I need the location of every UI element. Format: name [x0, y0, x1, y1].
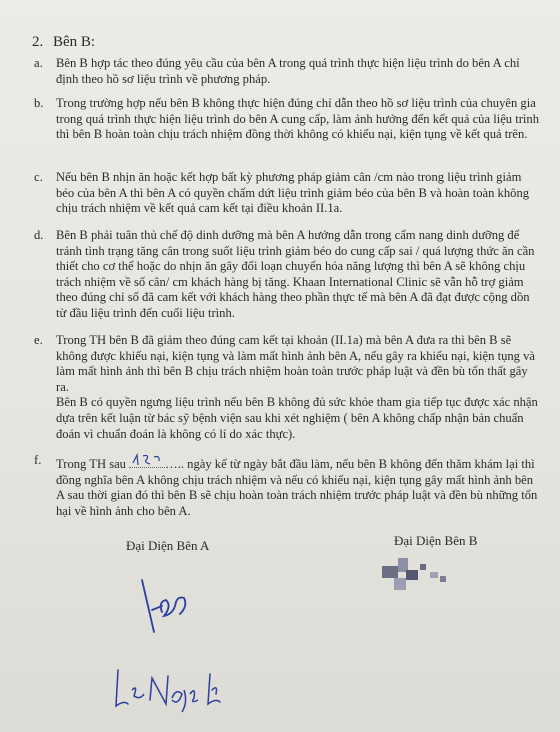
party-b-redacted-signature: [380, 552, 450, 600]
handwritten-days-entry: [129, 453, 165, 468]
clause-e: [34, 333, 542, 442]
clause-marker: a.: [34, 56, 43, 70]
clause-text-start: Trong TH sau: [56, 457, 130, 471]
clause-f: [34, 453, 542, 519]
clause-marker: d.: [34, 228, 44, 242]
clause-d: [34, 228, 542, 322]
section-number: 2.: [32, 34, 44, 50]
clause-c: [34, 170, 542, 217]
party-a-handwritten-name: [112, 660, 232, 720]
party-b-representative-label: Đại Diện Bên B: [394, 533, 478, 548]
clause-b: [34, 96, 542, 143]
clause-marker: f.: [34, 453, 42, 467]
clause-marker: e.: [34, 333, 43, 347]
clause-text: Bên B phải tuân thủ chế độ dinh dưỡng mà bên A hướng dẫn trong cẩm nang dinh dưỡng để tránh tình trạng tăng cân trong suốt liệu trình giảm béo do cung cấp sai / quá lượng thức ăn cần thiết cho cơ thể hoặc do nhịn ăn gây đối loạn chuyển hóa năng lượng thì bên A sẽ không chịu trách nhiệm về số cân/ cm khách hàng bị tăng. Khaan International Clinic sẽ vẫn hỗ trợ giảm theo đúng chỉ số đã cam kết với khách hàng theo phần thực tế mà bên A đã đạt được cộng dồn từ đầu liệu trình đến cuối liệu trình.: [56, 228, 535, 320]
clause-marker: b.: [34, 96, 44, 110]
party-a-representative-label: Đại Diện Bên A: [126, 538, 210, 553]
clause-text: Bên B hợp tác theo đúng yêu cầu của bên A trong quá trình thực hiện liệu trình do bên A chỉ định theo hồ sơ liệu trình về phương pháp.: [56, 56, 520, 86]
clause-text: Trong TH bên B đã giảm theo đúng cam kết tại khoản (II.1a) mà bên A đưa ra thì bên B sẽ không được khiếu nại, kiện tụng và làm mất hình ảnh bên A, nếu gây ra khiếu nại, kiện tụng và làm mất hình ảnh thì bên B chịu trách nhiệm hoàn toàn trước pháp luật và đền bù tổn thất gây ra.: [56, 333, 535, 394]
section-title: Bên B:: [53, 34, 96, 50]
clause-text: Trong trường hợp nếu bên B không thực hiện đúng chỉ dẫn theo hồ sơ liệu trình của chuyên gia trong quá trình thực hiện liệu trình do bên A cung cấp, làm ảnh hưởng đến kết quả của liệu trình thì bên B hoàn toàn chịu trách nhiệm đồng thời không có khiếu nại, kiện tụng về kết quả trên.: [56, 96, 540, 142]
clause-a: [34, 56, 542, 87]
clause-marker: c.: [34, 170, 43, 184]
clause-text: Nếu bên B nhịn ăn hoặc kết hợp bất kỳ phương pháp giảm cân /cm nào trong liệu trình giảm béo của bên A thì bên A có quyền chấm dứt liệu trình giảm béo của bên B và hoàn toàn không chịu trách nhiệm về kết quả cam kết tại điều khoản II.1a.: [56, 170, 530, 216]
clause-text-continued: Bên B có quyền ngưng liệu trình nếu bên B không đủ sức khỏe tham gia tiếp tục được xác nhận dựa trên kết luận từ bác sỹ bệnh viện sau khi xét nghiệm ( bên A không chấp nhận bản chuẩn đoán vì chuẩn đoán là không có lí do xác thực).: [56, 395, 538, 441]
party-a-signature: [132, 572, 212, 652]
section-heading: [32, 34, 95, 51]
clause-text-end: ….. ngày kể từ ngày bắt đầu làm, nếu bên B không đến thăm khám lại thì đồng nghĩa bên A không chịu trách nhiệm và nếu có khiếu nại, kiện tụng gây mất hình ảnh bên A sau thời gian đó thì bên B sẽ chịu hoàn toàn trách nhiệm trước pháp luật và đền bù những tổn hại về hình ảnh cho bên A.: [56, 457, 538, 518]
